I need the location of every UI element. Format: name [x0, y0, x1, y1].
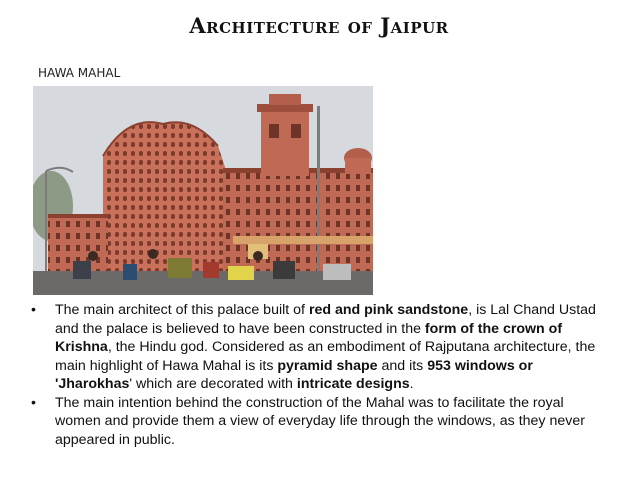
bullet-run: The main intention behind the construction of the Mahal was to facilitate the royal women and provide them a view of everyday life through the windows, as they never appeared in public.: [55, 394, 585, 448]
bullet-emphasis: pyramid shape: [277, 357, 378, 374]
bullet-dot: •: [31, 394, 36, 411]
bullet-run: The main architect of this palace built of: [55, 302, 309, 318]
bullet-run: and its: [377, 357, 428, 374]
slide-title: Architecture of Jaipur: [189, 13, 449, 38]
bullet-item: [28, 394, 608, 450]
hawa-mahal-photo: [33, 86, 373, 295]
bullet-item: [28, 301, 608, 394]
bullet-run: , is Lal Chand Ustad and the palace is believed to have been constructed in the: [55, 302, 596, 337]
bullet-run: , the Hindu god. Considered as an embodiment of Rajputana architecture, the main highlight of Hawa Mahal is its: [55, 339, 596, 374]
bullet-text: [55, 302, 596, 392]
bullet-emphasis: red and pink sandstone: [308, 302, 469, 318]
bullet-emphasis: form of the crown of Krishna: [55, 320, 563, 355]
bullet-text: [55, 395, 585, 448]
bullet-dot: •: [31, 302, 36, 318]
bullet-list: [28, 301, 608, 449]
bullet-emphasis: 953 windows or 'Jharokhas: [55, 357, 533, 392]
bullet-run: ' which are decorated with: [129, 376, 297, 392]
bullet-emphasis: intricate designs: [296, 376, 410, 392]
section-subtitle: HAWA MAHAL: [38, 66, 121, 80]
bullet-run: .: [409, 376, 414, 392]
